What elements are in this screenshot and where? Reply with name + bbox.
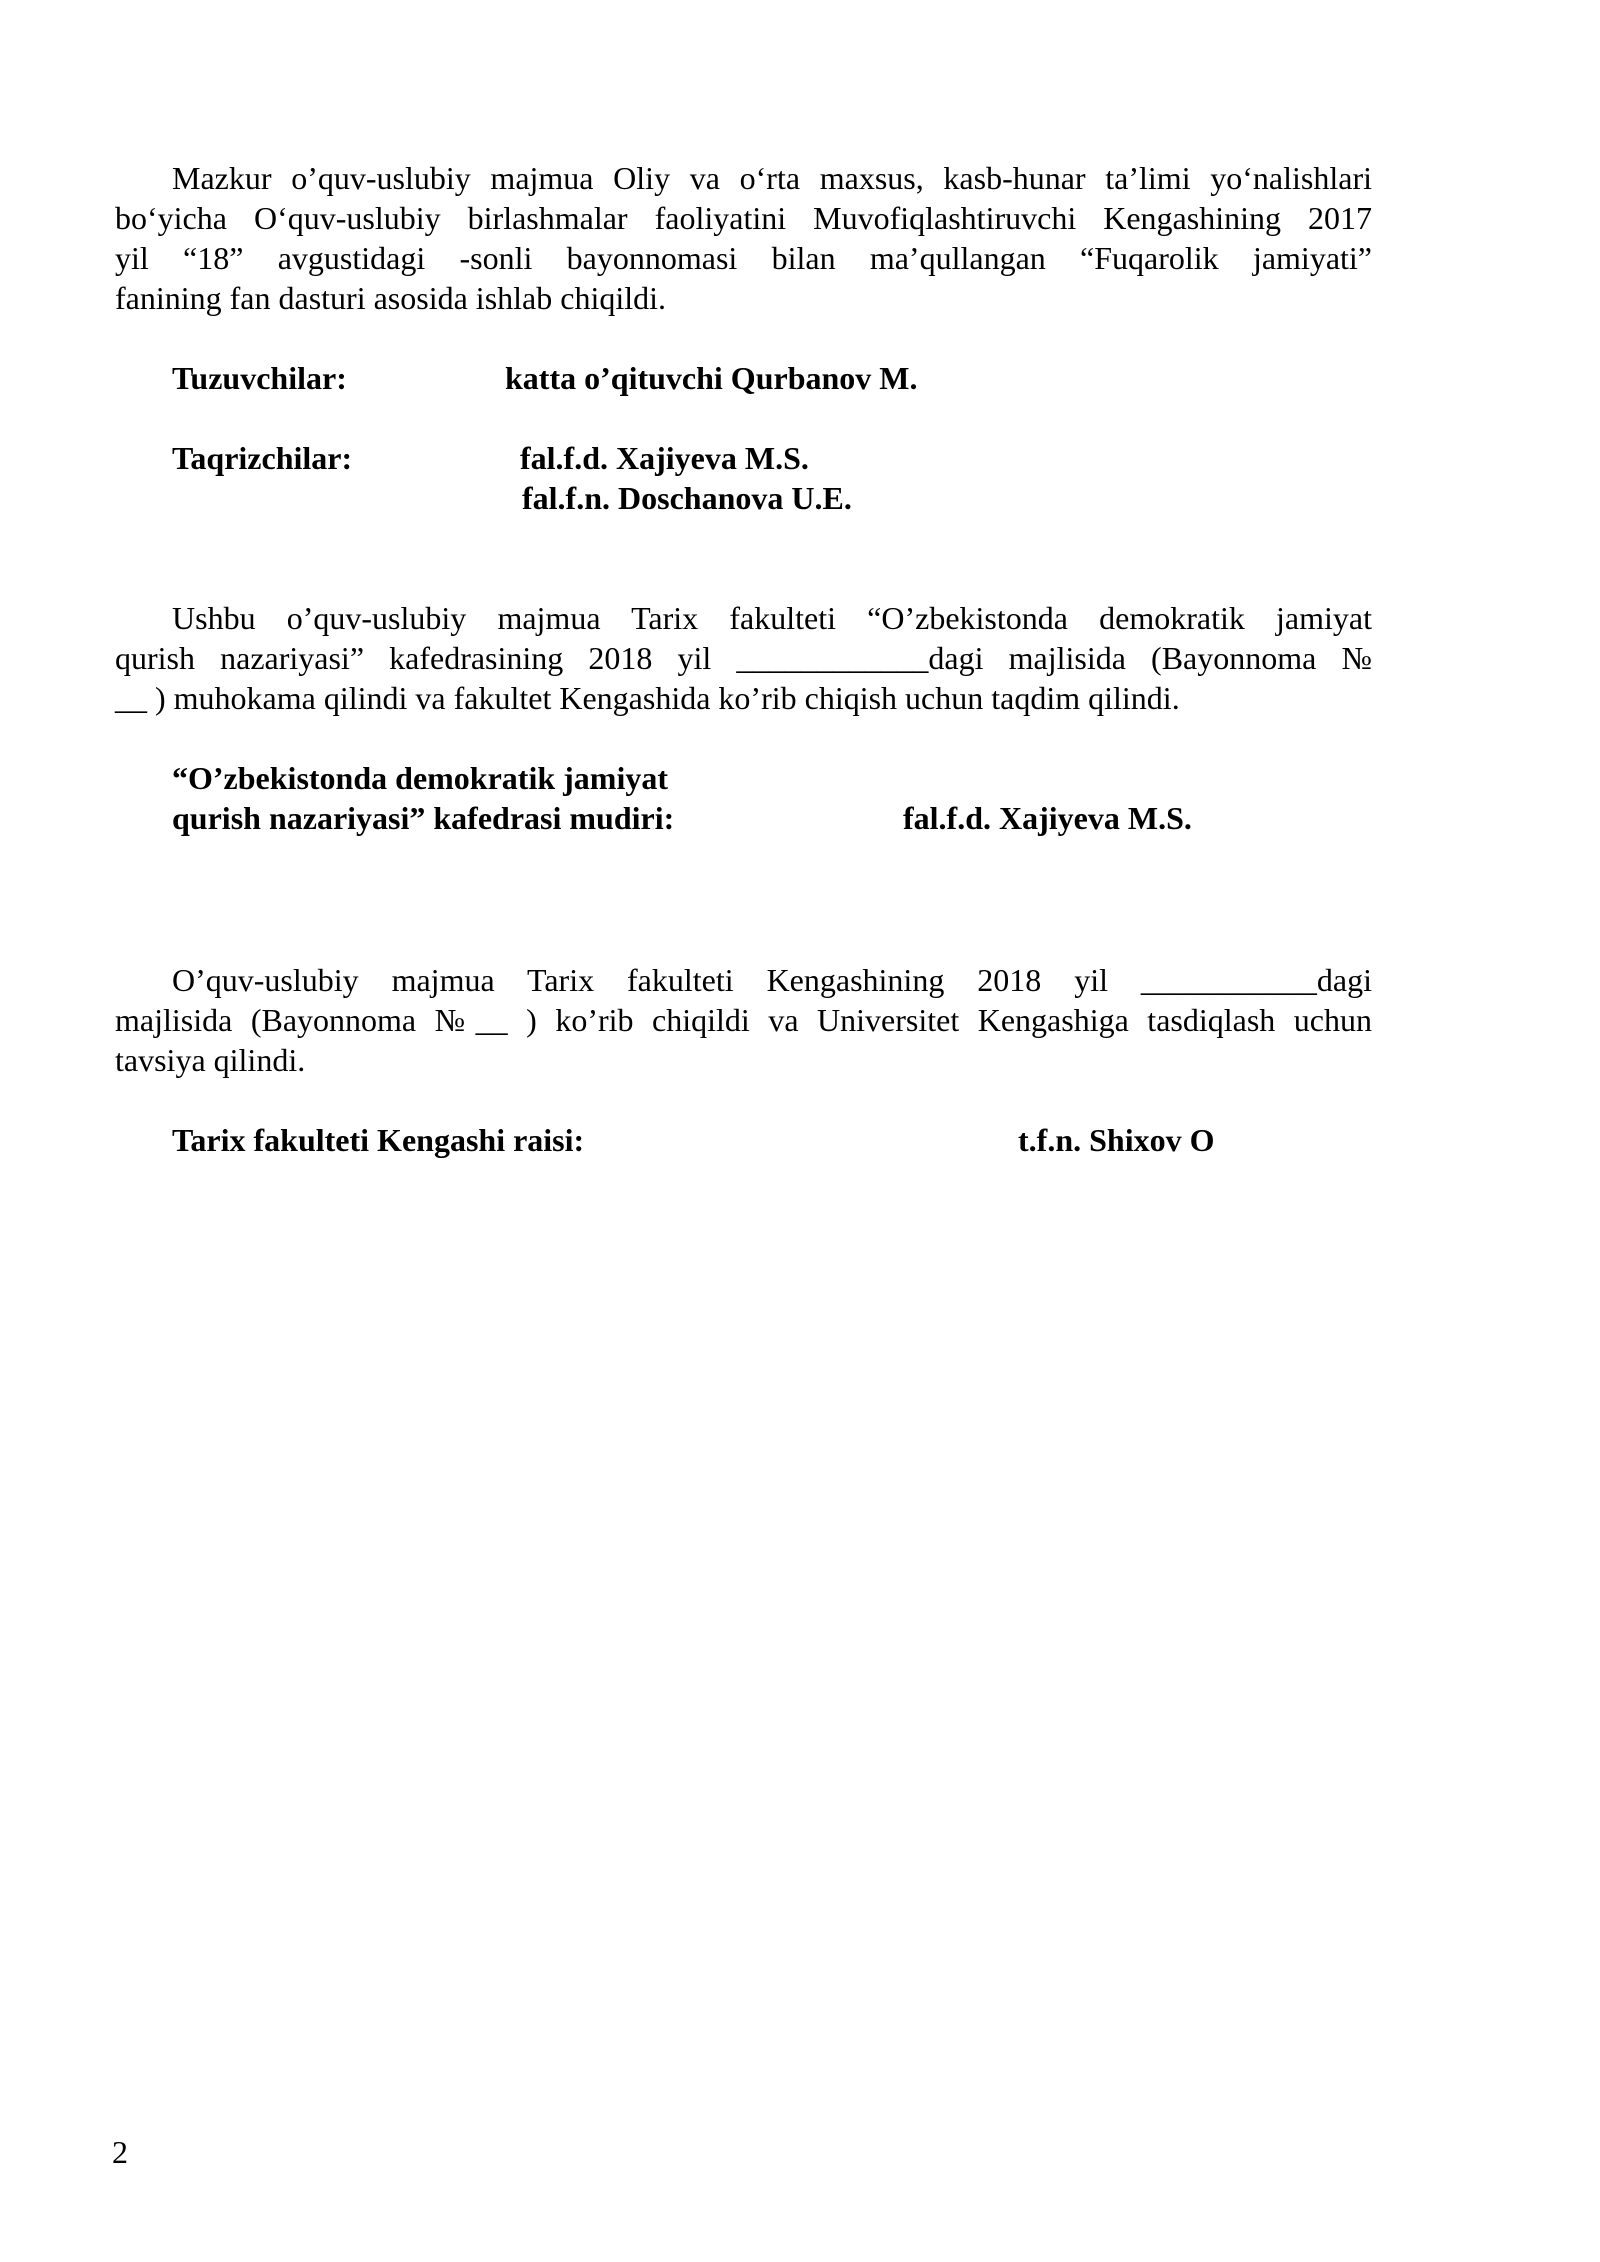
department-line: Ushbu o’quv-uslubiy majmua Tarix fakulteti “O’zbekistonda demokratik jamiyat [172,600,1372,636]
intro-line: Mazkur o’quv-uslubiy majmua Oliy va oʻrta maxsus, kasb-hunar taʼlimi yoʻnalishlari [172,160,1372,196]
council-chair-name: t.f.n. Shixov O [1018,1122,1215,1158]
intro-line: yil “18” avgustidagi -sonli bayonnomasi bilan ma’qullangan “Fuqarolik jamiyati” [115,240,1372,276]
intro-paragraph [115,158,1372,318]
department-head-title: qurish nazariyasi” kafedrasi mudiri: [172,800,675,836]
council-paragraph [115,960,1372,1080]
compilers-label: Tuzuvchilar: [172,360,347,396]
council-line: majlisida (Bayonnoma №__ ) ko’rib chiqildi va Universitet Kengashiga tasdiqlash uchun [115,1002,1372,1038]
page-number: 2 [112,2134,128,2170]
reviewer-name: fal.f.n. Doschanova U.E. [522,480,852,516]
department-line: __ ) muhokama qilindi va fakultet Kengashida ko’rib chiqish uchun taqdim qilindi. [115,680,1180,716]
department-paragraph [115,598,1372,718]
reviewer-name: fal.f.d. Xajiyeva M.S. [520,440,809,476]
council-line: O’quv-uslubiy majmua Tarix fakulteti Kengashining 2018 yil ___________dagi [172,962,1372,998]
department-head-title: “O’zbekistonda demokratik jamiyat [172,760,668,796]
compilers-name: katta o’qituvchi Qurbanov M. [505,360,918,396]
department-line: qurish nazariyasi” kafedrasining 2018 yil ____________dagi majlisida (Bayonnoma № [115,640,1372,676]
council-line: tavsiya qilindi. [115,1042,306,1078]
intro-line: boʻyicha Oʻquv-uslubiy birlashmalar faoliyatini Muvofiqlashtiruvchi Kengashining 2017 [115,200,1372,236]
department-head-name: fal.f.d. Xajiyeva M.S. [903,800,1192,836]
council-chair-label: Tarix fakulteti Kengashi raisi: [172,1122,585,1158]
reviewers-label: Taqrizchilar: [172,440,353,476]
intro-line: fanining fan dasturi asosida ishlab chiqildi. [115,280,666,316]
